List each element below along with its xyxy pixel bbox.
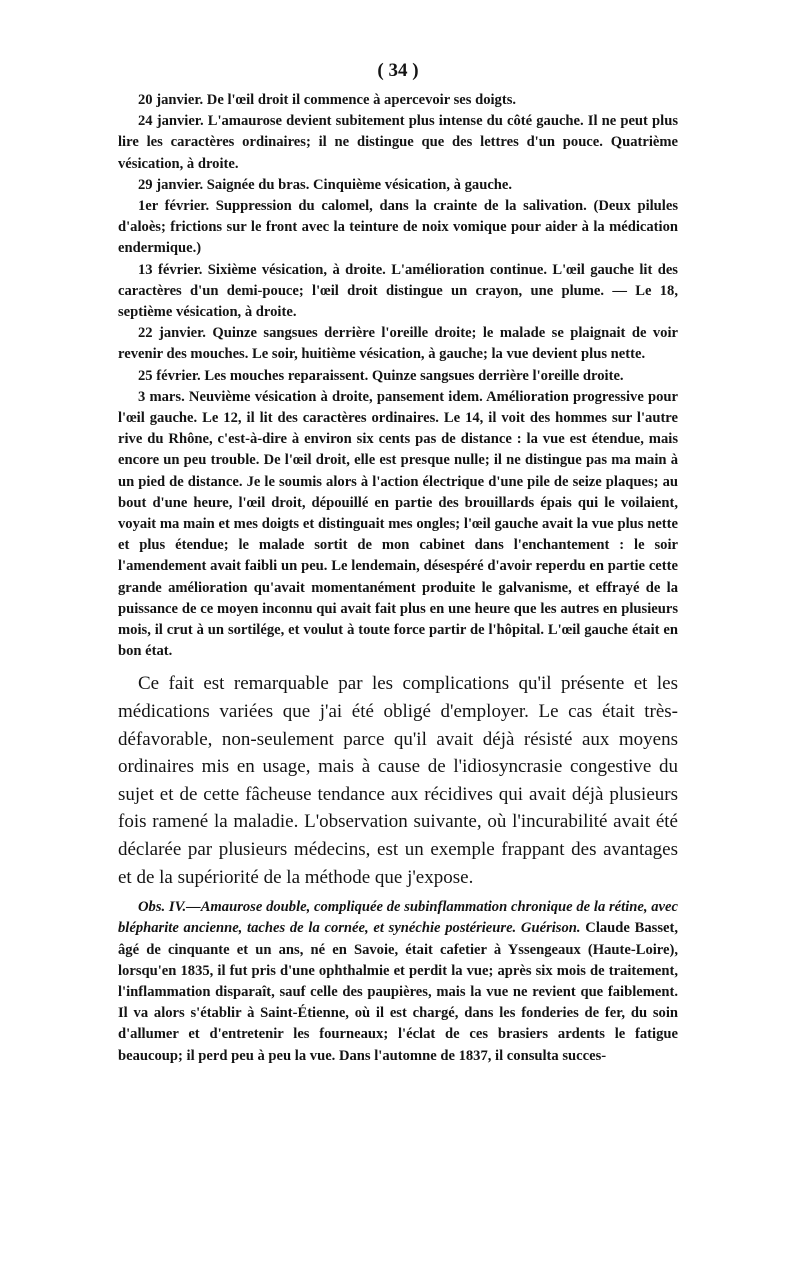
commentary-paragraph: Ce fait est remarquable par les complications qu'il présente et les médications variées que j'ai été obligé d'employer. Le cas était très-défavorable, non-seulement parce qu'il avait déjà résisté aux moyens ordinaires mis en usage, mais à cause de l'idiosyncrasie congestive du sujet et de cette fâcheuse tendance aux récidives qui avait déjà plusieurs fois ramené la maladie. L'observation suivante, où l'incurabilité avait été déclarée par plusieurs médecins, est un exemple frappant des avantages et de la supériorité de la méthode que j'expose. bbox=[118, 673, 678, 888]
observation-text: Claude Basset, âgé de cinquante et un ans, né en Savoie, était cafetier à Yssengeaux (Haute-Loire), lorsqu'en 1835, il fut pris d'une ophthalmie et perdit la vue; après six mois de traitement, l'inflammation disparaît, sauf celle des paupières, mais la vue ne revient que faiblement. Il va alors s'établir à Saint-Étienne, où il est chargé, dans les fonderies de fer, du soin d'allumer et d'entretenir les fourneaux; l'éclat de ces brasiers ardents le fatigue beaucoup; il perd peu à peu la vue. Dans l'automne de 1837, il consulta succes- bbox=[118, 920, 678, 1064]
observation-title: Amaurose double, compliquée de subinflammation chronique de la rétine, avec blépharite ancienne, taches de la cornée, et synéchie postérieure. Guérison. bbox=[118, 899, 678, 937]
case-journal bbox=[118, 90, 678, 662]
journal-entry: 29 janvier. Saignée du bras. Cinquième vésication, à gauche. bbox=[138, 176, 513, 193]
book-page bbox=[118, 58, 678, 1067]
journal-entry: 20 janvier. De l'œil droit il commence à apercevoir ses doigts. bbox=[138, 92, 517, 108]
observation-section bbox=[118, 897, 678, 1067]
page-number: ( 34 ) bbox=[377, 60, 419, 81]
commentary-section bbox=[118, 670, 678, 891]
journal-entry: 24 janvier. L'amaurose devient subitement plus intense du côté gauche. Il ne peut plus lire les caractères ordinaires; il ne distingue que des lettres d'un pouce. Quatrième vésication, à droite. bbox=[118, 113, 678, 172]
observation-paragraph bbox=[118, 897, 678, 1067]
journal-entry: 3 mars. Neuvième vésication à droite, pansement idem. Amélioration progressive pour l'œil gauche. Le 12, il lit des caractères ordinaires. Le 14, il voit des hommes sur l'autre rive du Rhône, c'est-à-dire à environ six cents pas de distance : la vue est étendue, mais encore un peu trouble. De l'œil droit, elle est presque nulle; il ne distingue pas ma main à un pied de distance. Je le soumis alors à l'action électrique d'une pile de seize plaques; au bout d'une heure, l'œil droit, dépouillé en partie des brouillards épais qui le voilaient, voyait ma main et mes doigts et distinguait mes ongles; l'œil gauche avait la vue plus nette et plus étendue; le malade sortit de mon cabinet dans l'enchantement : le soir l'amendement avait faibli un peu. Le lendemain, désespéré d'avoir reperdu en partie cette grande amélioration qu'avait momentanément produite le galvanisme, et effrayé de la puissance de ce moyen inconnu qui avait fait plus en une heure que les autres en plusieurs mois, il crut à un sortilége, et voulut à toute force partir de l'hôpital. L'œil gauche était en bon état. bbox=[118, 388, 678, 660]
journal-entry: 1er février. Suppression du calomel, dans la crainte de la salivation. (Deux pilules d'aloès; frictions sur le front avec la teinture de noix vomique pour aider à la médication endermique.) bbox=[118, 198, 678, 257]
journal-entry: 25 février. Les mouches reparaissent. Quinze sangsues derrière l'oreille droite. bbox=[138, 367, 624, 384]
journal-entry: 22 janvier. Quinze sangsues derrière l'oreille droite; le malade se plaignait de voir revenir des mouches. Le soir, huitième vésication, à gauche; la vue devient plus nette. bbox=[118, 325, 678, 363]
observation-number: Obs. IV.— bbox=[138, 899, 201, 916]
journal-entry: 13 février. Sixième vésication, à droite. L'amélioration continue. L'œil gauche lit des caractères d'un demi-pouce; l'œil droit distingue un crayon, une plume. — Le 18, septième vésication, à droite. bbox=[118, 261, 678, 321]
